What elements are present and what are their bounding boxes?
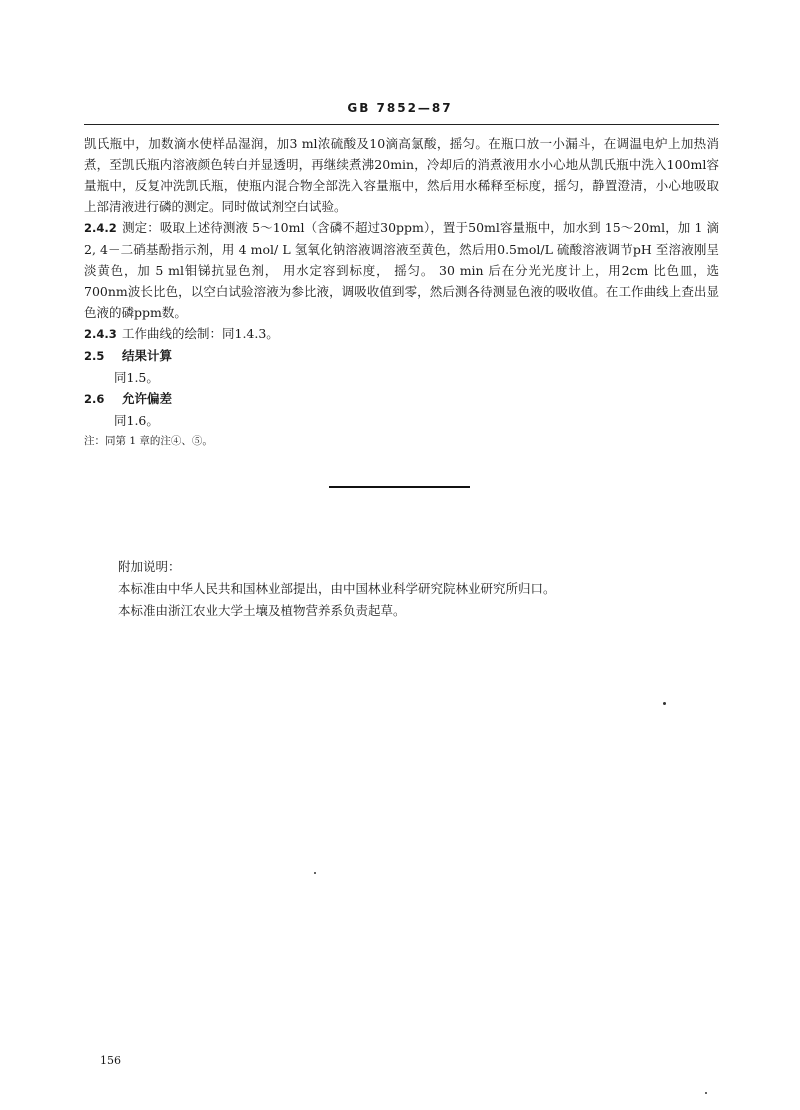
section-number: 2.6: [84, 392, 105, 406]
section-2-5-body: 同1.5。: [114, 370, 159, 385]
section-2-4-2: [84, 217, 719, 323]
appendix-title: 附加说明：: [118, 559, 181, 574]
page-number: 156: [100, 1054, 121, 1067]
appendix: [118, 556, 718, 622]
scan-speck: [663, 702, 666, 705]
section-2-5-heading: [84, 345, 719, 367]
section-number: 2.5: [84, 349, 105, 363]
section-2-6-heading: [84, 388, 719, 410]
section-text: 工作曲线的绘制：同1.4.3。: [122, 326, 279, 341]
section-number: 2.4.3: [84, 327, 117, 341]
section-2-4-3: [84, 323, 719, 345]
section-title: 结果计算: [122, 348, 173, 363]
header-rule: [84, 124, 719, 125]
scan-speck: [314, 872, 316, 874]
body-content: [84, 133, 719, 452]
section-divider: [329, 486, 470, 488]
scan-speck: [705, 1092, 707, 1094]
appendix-line: 本标准由浙江农业大学土壤及植物营养系负责起草。: [118, 603, 406, 618]
section-title: 允许偏差: [122, 391, 173, 406]
footnote: 注：同第 1 章的注④、⑤。: [84, 435, 213, 447]
appendix-line: 本标准由中华人民共和国林业部提出，由中国林业科学研究院林业研究所归口。: [118, 581, 556, 596]
section-2-6-body: 同1.6。: [114, 413, 159, 428]
section-number: 2.4.2: [84, 221, 117, 235]
section-text: 测定：吸取上述待测液 5～10ml（含磷不超过30ppm），置于50ml容量瓶中，加水到 15～20ml，加 1 滴2, 4－二硝基酚指示剂，用 4 mol/ L 氢氧化钠溶液调溶液至黄色，然后用0.5mol/L 硫酸溶液调节pH 至溶液刚呈淡黄色，加 5 ml钼锑抗显色剂， 用水定容到标度， 摇匀。 30 min 后在分光光度计上，用2cm 比色皿，选700nm波长比色，以空白试验溶液为参比液，调吸收值到零，然后测各待测显色液的吸收值。在工作曲线上查出显色液的磷ppm数。: [84, 220, 719, 320]
paragraph-continued: 凯氏瓶中，加数滴水使样品湿润，加3 ml浓硫酸及10滴高氯酸，摇匀。在瓶口放一小漏斗，在调温电炉上加热消煮，至凯氏瓶内溶液颜色转白并显透明，再继续煮沸20min，冷却后的消煮液用水小心地从凯氏瓶中洗入100ml容量瓶中，反复冲洗凯氏瓶，使瓶内混合物全部洗入容量瓶中，然后用水稀释至标度，摇匀，静置澄清，小心地吸取上部清液进行磷的测定。同时做试剂空白试验。: [84, 136, 719, 214]
standard-code-header: GB 7852—87: [347, 101, 453, 115]
